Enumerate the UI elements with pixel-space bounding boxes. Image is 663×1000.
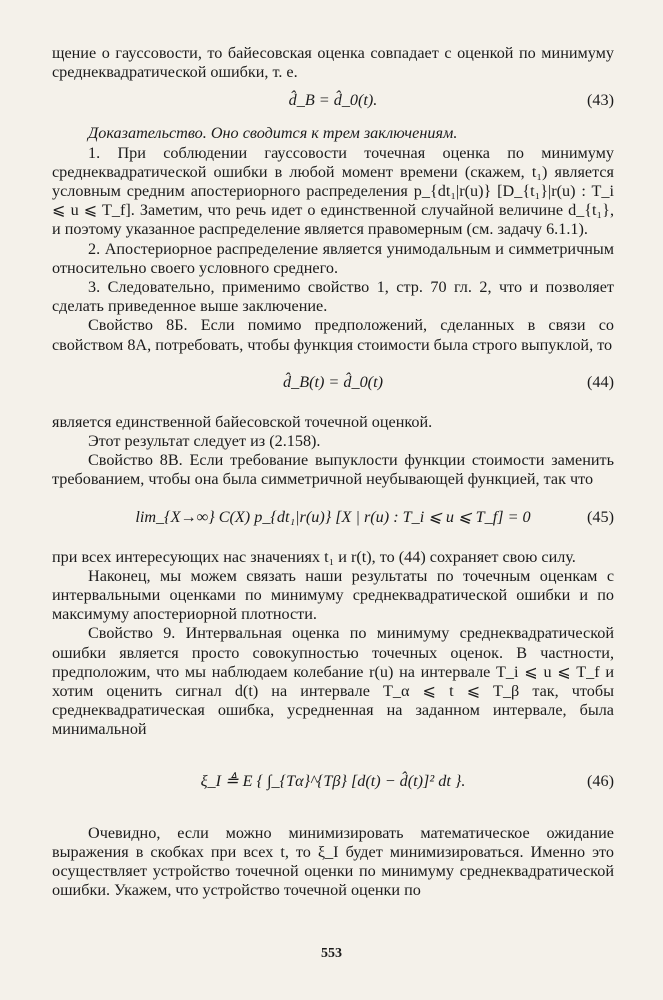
line-9: при всех интересующих нас значениях t₁ и r(t), то (44) сохраняет свою силу.	[52, 547, 576, 566]
line-8: Свойство 8В. Если требование выпуклости функции стоимости заменить требованием, чтобы она была симметричной неубывающей функцией, так что	[52, 451, 614, 489]
line-10: Наконец, мы можем связать наши результаты по точечным оценкам с интервальными оценками по минимуму среднеквадратической ошибки и по максимуму апостериорной плотности.	[52, 566, 614, 624]
line-5: Свойство 8Б. Если помимо предположений, сделанных в связи со свойством 8А, потребовать, чтобы функция стоимости была строго выпуклой, то	[52, 316, 614, 354]
equation-45-number: (45)	[587, 507, 614, 526]
line-1: Доказательство. Оно сводится к трем заключениям.	[88, 124, 458, 143]
equation-43	[52, 82, 614, 124]
equation-43-body: d̂_B = d̂_0(t).	[288, 91, 378, 110]
equation-44-body: d̂_B(t) = d̂_0(t)	[283, 372, 383, 391]
equation-46-body: ξ_I ≜ E { ∫_{Tα}^{Tβ} [d(t) − d̂(t)]² dt }.	[200, 771, 466, 790]
equation-45-body: lim_{X→∞} C(X) p_{dt₁|r(u)} [X | r(u) : T_i ⩽ u ⩽ T_f] = 0	[135, 507, 531, 526]
line-11: Свойство 9. Интервальная оценка по минимуму среднеквадратической ошибки является просто совокупностью точечных оценок. В частности, предположим, что мы наблюдаем колебание r(u) на интервале T_i ⩽ u ⩽ T_f и хотим оценить сигнал d(t) на интервале T_α ⩽ t ⩽ T_β так, чтобы среднеквадратическая ошибка, усредненная на заданном интервале, была минимальной	[52, 624, 614, 739]
equation-46	[52, 740, 614, 824]
equation-43-number: (43)	[587, 91, 614, 110]
line-12: Очевидно, если можно минимизировать математическое ожидание выражения в скобках при всех t, то ξ_I будет минимизироваться. Именно это осуществляет устройство точечной оценки по минимуму среднеквадратической ошибки. Укажем, что устройство точечной оценки по	[52, 823, 614, 900]
equation-46-number: (46)	[587, 771, 614, 790]
line-7: Этот результат следует из (2.158).	[88, 432, 321, 451]
line-2: 1. При соблюдении гауссовости точечная оценка по минимуму среднеквадратической ошибки в любой момент времени (скажем, t₁) является условным средним апостериорного распределения p_{dt₁|r(u)} [D_{t₁}|r(u) : T_i ⩽ u ⩽ T_f]. Заметим, что речь идет о единственной случайной величине d_{t₁}, и поэтому указанное распределение является правомерным (см. задачу 6.1.1).	[52, 143, 614, 239]
equation-44-number: (44)	[587, 372, 614, 391]
line-4: 3. Следовательно, применимо свойство 1, стр. 70 гл. 2, что и позволяет сделать приведенное выше заключение.	[52, 278, 614, 316]
line-0: щение о гауссовости, то байесовская оценка совпадает с оценкой по минимуму среднеквадратической ошибки, т. е.	[52, 44, 614, 82]
line-3: 2. Апостериорное распределение является унимодальным и симметричным относительно своего условного среднего.	[52, 239, 614, 277]
page-number: 553	[321, 946, 342, 961]
equation-45	[52, 490, 614, 548]
page-body	[52, 44, 614, 901]
equation-44	[52, 355, 614, 413]
line-6: является единственной байесовской точечной оценкой.	[52, 412, 433, 431]
